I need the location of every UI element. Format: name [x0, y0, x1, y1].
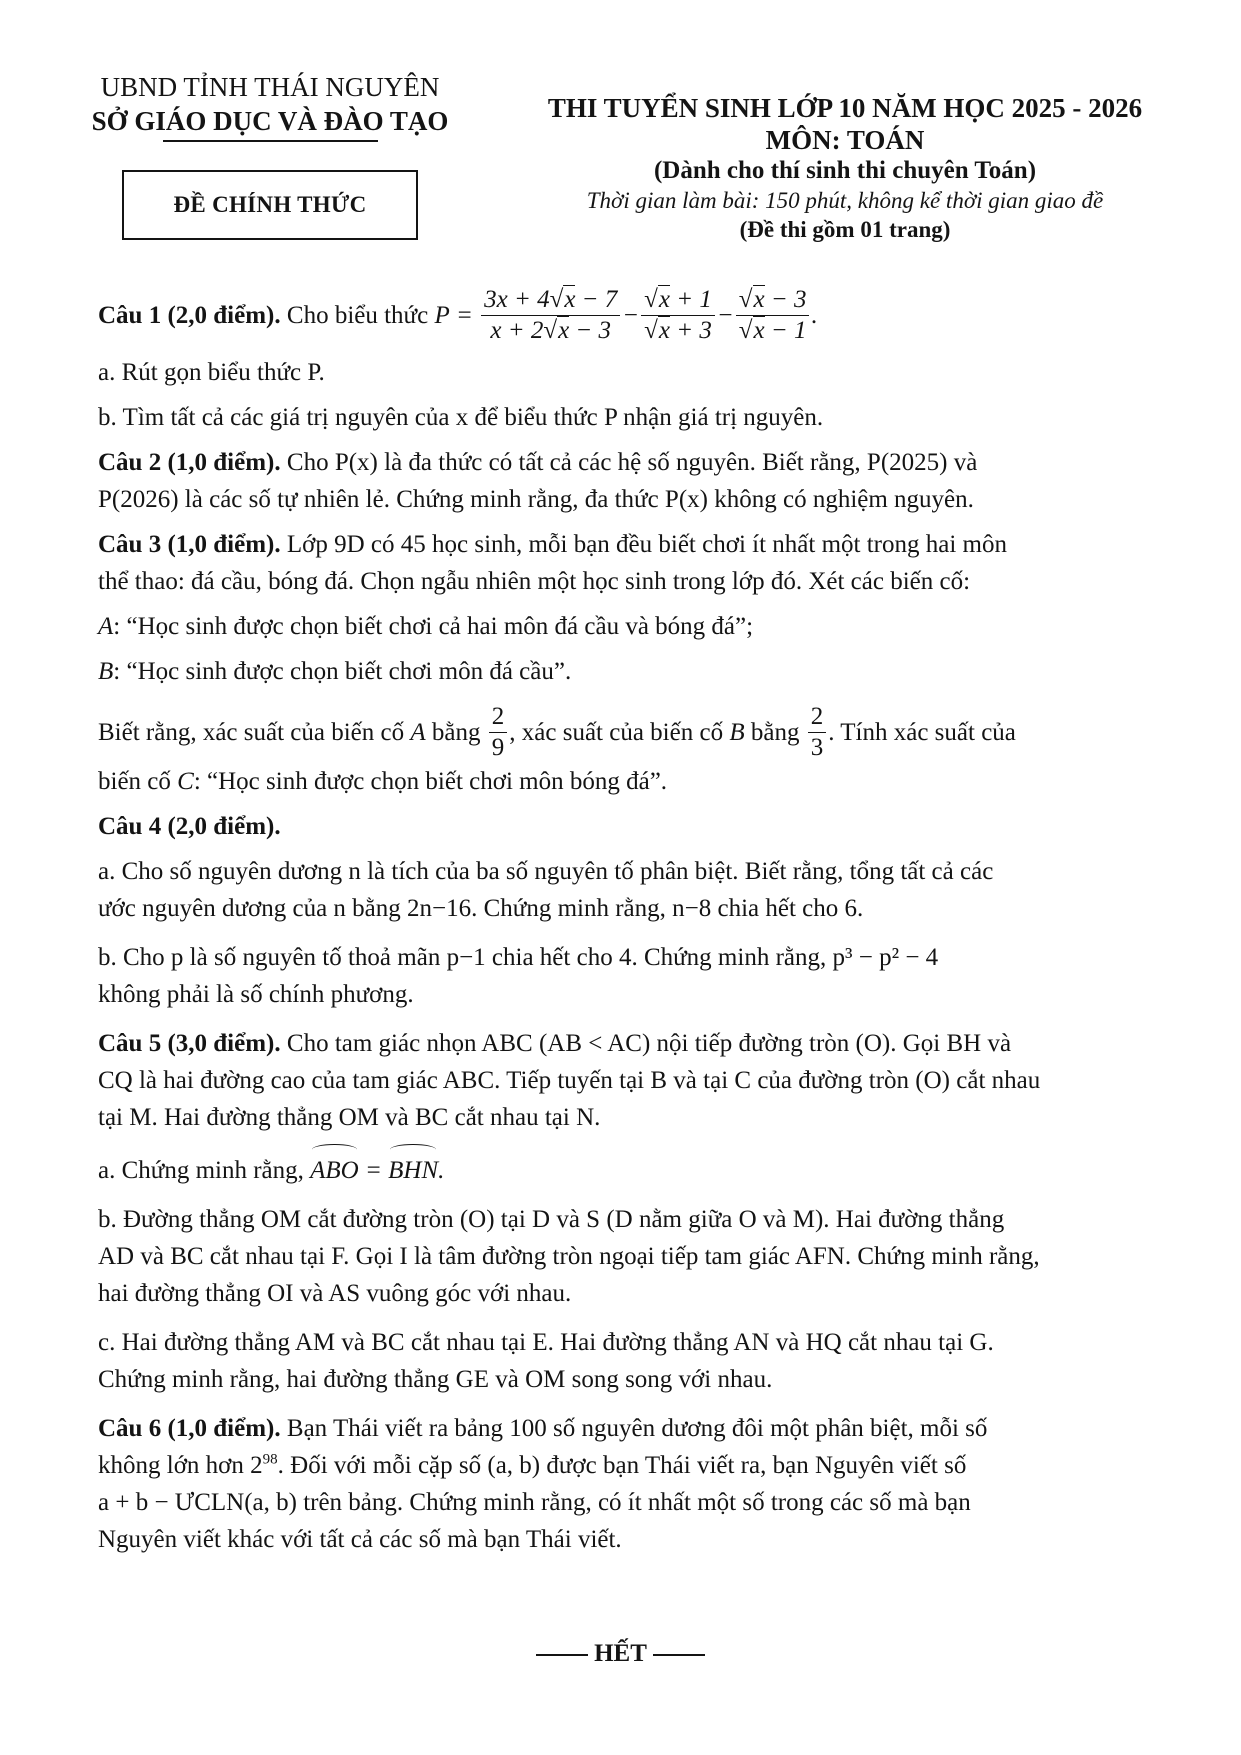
- question-5: [98, 1025, 1150, 1062]
- question-2: [98, 444, 1150, 481]
- q4-part-a-1: a. Cho số nguyên dương n là tích của ba số nguyên tố phân biệt. Biết rằng, tổng tất cả các: [98, 858, 994, 885]
- q4-part-b-1: b. Cho p là số nguyên tố thoả mãn p−1 chia hết cho 4. Chứng minh rằng, p³ − p² − 4: [98, 944, 939, 971]
- q1-fraction-2: $\frac{√x + 1}{√x + 3}$: [641, 285, 715, 346]
- q3-event-c: biến cố C: “Học sinh được chọn biết chơi môn bóng đá”.: [98, 768, 668, 795]
- q6-text-1: Bạn Thái viết ra bảng 100 số nguyên dương đôi một phân biệt, mỗi số: [286, 1415, 988, 1442]
- exam-time: Thời gian làm bài: 150 phút, không kể thời gian giao đề: [586, 188, 1104, 213]
- q3-event-b: B: “Học sinh được chọn biết chơi môn đá cầu”.: [98, 658, 572, 685]
- q6-text-3: a + b − ƯCLN(a, b) trên bảng. Chứng minh rằng, có ít nhất một số trong các số mà bạn: [98, 1489, 971, 1516]
- exam-title: THI TUYỂN SINH LỚP 10 NĂM HỌC 2025 - 2026: [547, 93, 1143, 123]
- q3-prob-b-fraction: $\frac{2}{3}$: [808, 702, 827, 763]
- q4-part-b-2: không phải là số chính phương.: [98, 981, 414, 1008]
- q1-intro: Cho biểu thức: [286, 302, 429, 329]
- exam-body: [98, 285, 1150, 1558]
- issuer-block: [70, 70, 470, 142]
- q5-text-1: Cho tam giác nhọn ABC (AB < AC) nội tiếp đường tròn (O). Gọi BH và: [286, 1030, 1012, 1057]
- exam-title-block: [520, 92, 1170, 244]
- q5-angle-equation: ABO = BHN.: [310, 1157, 444, 1184]
- q5-part-b-2: AD và BC cắt nhau tại F. Gọi I là tâm đường tròn ngoại tiếp tam giác AFN. Chứng minh rằng,: [98, 1243, 1040, 1270]
- q1-fraction-3: $\frac{√x - 3}{√x - 1}$: [736, 285, 810, 346]
- question-4-label: Câu 4 (2,0 điểm).: [98, 813, 281, 840]
- question-3: [98, 526, 1150, 563]
- q6-text-4: Nguyên viết khác với tất cả các số mà bạn Thái viết.: [98, 1526, 622, 1553]
- end-marker: HẾT: [0, 1640, 1241, 1668]
- issuer-underline: [163, 140, 378, 142]
- issuer-province: UBND TỈNH THÁI NGUYÊN: [100, 72, 440, 102]
- question-6: [98, 1410, 1150, 1447]
- exam-subject: MÔN: TOÁN: [765, 125, 925, 155]
- q2-text-2: P(2026) là các số tự nhiên lẻ. Chứng minh rằng, đa thức P(x) không có nghiệm nguyên.: [98, 486, 974, 513]
- q1-formula: P = $\frac{3x + 4√x - 7}{x + 2√x - 3}$ − $\frac{√x + 1}{√x + 3}$ − $\frac{√x - 3}{√x - 1}$ .: [434, 286, 818, 344]
- q3-event-a: A: “Học sinh được chọn biết chơi cả hai môn đá cầu và bóng đá”;: [98, 613, 754, 640]
- q2-label: Câu 2 (1,0 điểm).: [98, 449, 281, 476]
- q3-prob-a-fraction: $\frac{2}{9}$: [489, 702, 508, 763]
- q5-part-a: a. Chứng minh rằng, ABO = BHN.: [98, 1148, 1150, 1189]
- q1-part-a: a. Rút gọn biểu thức P.: [98, 359, 325, 386]
- q3-text-2: thể thao: đá cầu, bóng đá. Chọn ngẫu nhiên một học sinh trong lớp đó. Xét các biến cố:: [98, 568, 971, 595]
- q3-label: Câu 3 (1,0 điểm).: [98, 531, 281, 558]
- issuer-department: SỞ GIÁO DỤC VÀ ĐÀO TẠO: [91, 106, 449, 136]
- q1-part-b: b. Tìm tất cả các giá trị nguyên của x để biểu thức P nhận giá trị nguyên.: [98, 404, 824, 431]
- q1-fraction-1: $\frac{3x + 4√x - 7}{x + 2√x - 3}$: [481, 285, 620, 346]
- official-stamp-box: ĐỀ CHÍNH THỨC: [122, 170, 418, 240]
- q5-part-c-2: Chứng minh rằng, hai đường thẳng GE và OM song song với nhau.: [98, 1366, 773, 1393]
- q6-label: Câu 6 (1,0 điểm).: [98, 1415, 281, 1442]
- q3-probabilities: Biết rằng, xác suất của biến cố A bằng $\frac{2}{9}$ , xác suất của biến cố B bằng $\frac{2}{3}$ . Tính xác suất của: [98, 703, 1016, 761]
- q2-text-1: Cho P(x) là đa thức có tất cả các hệ số nguyên. Biết rằng, P(2025) và: [286, 449, 978, 476]
- q5-part-b-3: hai đường thẳng OI và AS vuông góc với nhau.: [98, 1280, 572, 1307]
- q5-part-c-1: c. Hai đường thẳng AM và BC cắt nhau tại E. Hai đường thẳng AN và HQ cắt nhau tại G.: [98, 1329, 994, 1356]
- q6-text-2: không lớn hơn $2^{98}$. Đối với mỗi cặp số (a, b) được bạn Thái viết ra, bạn Nguyên viết số: [98, 1451, 967, 1479]
- q5-label: Câu 5 (3,0 điểm).: [98, 1030, 281, 1057]
- question-1: [98, 285, 1150, 346]
- q1-label: Câu 1 (2,0 điểm).: [98, 302, 281, 329]
- q5-part-b-1: b. Đường thẳng OM cắt đường tròn (O) tại D và S (D nằm giữa O và M). Hai đường thẳng: [98, 1206, 1005, 1233]
- q3-text-1: Lớp 9D có 45 học sinh, mỗi bạn đều biết chơi ít nhất một trong hai môn: [286, 531, 1007, 558]
- exam-audience: (Dành cho thí sinh thi chuyên Toán): [653, 157, 1037, 184]
- q5-text-2: CQ là hai đường cao của tam giác ABC. Tiếp tuyến tại B và tại C của đường tròn (O) cắt nhau: [98, 1067, 1041, 1094]
- q5-text-3: tại M. Hai đường thẳng OM và BC cắt nhau tại N.: [98, 1104, 601, 1131]
- exam-pages: (Đề thi gồm 01 trang): [739, 217, 951, 242]
- q4-part-a-2: ước nguyên dương của n bằng 2n−16. Chứng minh rằng, n−8 chia hết cho 6.: [98, 895, 864, 922]
